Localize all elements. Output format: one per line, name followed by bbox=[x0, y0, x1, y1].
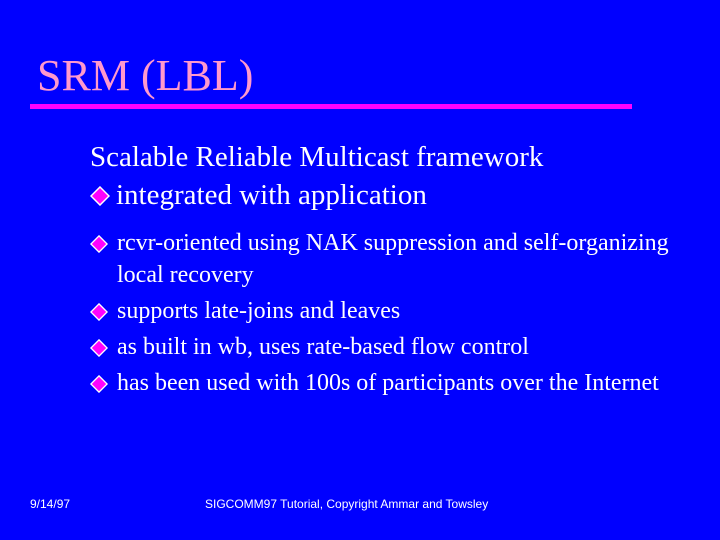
sub-bullet-item bbox=[90, 367, 690, 399]
sub-bullet-text: has been used with 100s of participants over the Internet bbox=[117, 370, 659, 396]
sub-bullet-item bbox=[90, 227, 690, 291]
diamond-bullet-icon bbox=[90, 235, 108, 253]
main-bullet-item bbox=[90, 176, 690, 214]
sub-bullet-text: supports late-joins and leaves bbox=[117, 298, 401, 324]
main-bullet-text: integrated with application bbox=[116, 179, 427, 211]
footer-date: 9/14/97 bbox=[30, 497, 71, 511]
diamond-bullet-icon bbox=[90, 339, 108, 357]
slide-title: SRM (LBL) bbox=[37, 51, 254, 100]
diamond-bullet-icon bbox=[90, 186, 110, 206]
slide-body bbox=[90, 138, 690, 403]
diamond-bullet-icon bbox=[90, 303, 108, 321]
title-underline bbox=[30, 104, 632, 109]
sub-bullet-text: rcvr-oriented using NAK suppression and self-organizing local recovery bbox=[117, 230, 669, 288]
sub-bullet-list bbox=[90, 227, 690, 399]
sub-bullet-text: as built in wb, uses rate-based flow control bbox=[117, 334, 529, 360]
slide-subtitle: Scalable Reliable Multicast framework bbox=[90, 141, 544, 173]
sub-bullet-item bbox=[90, 331, 690, 363]
footer-credit: SIGCOMM97 Tutorial, Copyright Ammar and Towsley bbox=[205, 497, 489, 511]
sub-bullet-item bbox=[90, 295, 690, 327]
diamond-bullet-icon bbox=[90, 375, 108, 393]
